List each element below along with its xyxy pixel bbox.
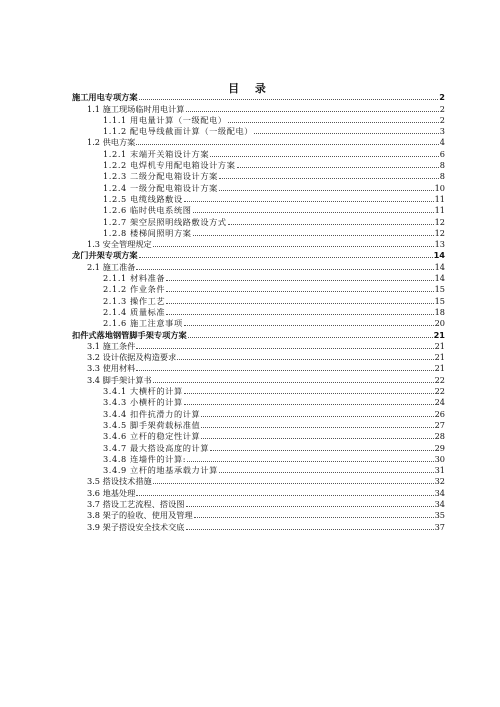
toc-entry-page: 12 bbox=[434, 227, 445, 238]
dot-leader bbox=[136, 143, 438, 145]
toc-entry-page: 11 bbox=[434, 205, 445, 216]
toc-entry-label: 3.8 架子的验收、使用及管理 bbox=[87, 510, 193, 521]
toc-entry-page: 34 bbox=[434, 487, 445, 498]
dot-leader bbox=[194, 516, 434, 518]
toc-entry[interactable] bbox=[72, 487, 445, 498]
toc-entry-label: 3.1 施工条件 bbox=[87, 340, 136, 351]
dot-leader bbox=[228, 121, 439, 123]
toc-entry[interactable] bbox=[72, 408, 445, 419]
dot-leader bbox=[184, 392, 434, 394]
dot-leader bbox=[184, 403, 434, 405]
toc-entry[interactable] bbox=[72, 228, 445, 239]
toc-entry[interactable] bbox=[72, 510, 445, 521]
toc-entry-page: 18 bbox=[434, 306, 445, 317]
toc-entry[interactable] bbox=[72, 431, 445, 442]
dot-leader bbox=[136, 347, 433, 349]
toc-entry[interactable] bbox=[72, 352, 445, 363]
toc-entry-page: 2 bbox=[439, 103, 445, 114]
toc-entry[interactable] bbox=[72, 205, 445, 216]
toc-entry[interactable] bbox=[72, 239, 445, 250]
toc-entry[interactable] bbox=[72, 341, 445, 352]
dot-leader bbox=[153, 381, 434, 383]
toc-entry-label: 1.2.3 二级分配电箱设计方案 bbox=[103, 171, 218, 182]
dot-leader bbox=[136, 494, 433, 496]
toc-entry-page: 22 bbox=[434, 374, 445, 385]
toc-entry-label: 1.2.8 楼梯间照明方案 bbox=[103, 227, 192, 238]
toc-entry-page: 14 bbox=[433, 250, 445, 261]
toc-entry[interactable] bbox=[72, 103, 445, 114]
toc-entry-label: 3.4.9 立杆的地基承载力计算 bbox=[103, 465, 218, 476]
toc-entry-page: 27 bbox=[434, 419, 445, 430]
toc-entry-label: 2.1.1 材料准备 bbox=[103, 273, 166, 284]
toc-entry-label: 1.2.1 末端开关箱设计方案 bbox=[103, 148, 210, 159]
toc-entry-label: 2.1.2 作业条件 bbox=[103, 284, 166, 295]
toc-entry-page: 21 bbox=[433, 329, 445, 340]
toc-entry-page: 37 bbox=[434, 521, 445, 532]
dot-leader bbox=[186, 528, 434, 530]
toc-entry-label: 1.2 供电方案 bbox=[87, 137, 136, 148]
toc-entry-page: 4 bbox=[439, 137, 445, 148]
toc-entry[interactable] bbox=[72, 454, 445, 465]
toc-entry-label: 施工用电专项方案 bbox=[72, 92, 138, 103]
toc-entry-page: 32 bbox=[434, 476, 445, 487]
toc-entry[interactable] bbox=[72, 273, 445, 284]
toc-entry[interactable] bbox=[72, 295, 445, 306]
toc-entry-page: 21 bbox=[434, 352, 445, 363]
toc-entry[interactable] bbox=[72, 284, 445, 295]
toc-entry[interactable] bbox=[72, 465, 445, 476]
toc-entry-label: 1.1.2 配电导线截面计算（一级配电） bbox=[103, 126, 254, 137]
toc-entry[interactable] bbox=[72, 160, 445, 171]
toc-entry-page: 3 bbox=[439, 126, 445, 137]
toc-entry-page: 6 bbox=[439, 148, 445, 159]
toc-entry-page: 28 bbox=[434, 431, 445, 442]
toc-entry-label: 1.2.7 架空层照明线路敷设方式 bbox=[103, 216, 227, 227]
toc-entry[interactable] bbox=[72, 499, 445, 510]
dot-leader bbox=[193, 211, 434, 213]
dot-leader bbox=[210, 155, 439, 157]
toc-entry[interactable] bbox=[72, 307, 445, 318]
toc-entry[interactable] bbox=[72, 521, 445, 532]
dot-leader bbox=[188, 336, 433, 338]
toc-entry[interactable] bbox=[72, 194, 445, 205]
toc-entry-label: 3.4.4 扣件抗滑力的计算 bbox=[103, 408, 201, 419]
toc-entry[interactable] bbox=[72, 126, 445, 137]
toc-entry[interactable] bbox=[72, 420, 445, 431]
toc-entry-page: 8 bbox=[439, 160, 445, 171]
toc-entry-label: 1.2.6 临时供电系统图 bbox=[103, 205, 192, 216]
toc-entry-page: 11 bbox=[434, 193, 445, 204]
dot-leader bbox=[166, 302, 433, 304]
dot-leader bbox=[177, 358, 433, 360]
dot-leader bbox=[237, 166, 439, 168]
toc-entry-page: 12 bbox=[434, 216, 445, 227]
dot-leader bbox=[219, 471, 434, 473]
dot-leader bbox=[184, 200, 434, 202]
toc-entry[interactable] bbox=[72, 442, 445, 453]
toc-entry-label: 1.2.5 电缆线路敷设 bbox=[103, 193, 183, 204]
toc-entry[interactable] bbox=[72, 374, 445, 385]
toc-entry-page: 24 bbox=[434, 397, 445, 408]
dot-leader bbox=[219, 189, 434, 191]
toc-entry-page: 14 bbox=[434, 273, 445, 284]
dot-leader bbox=[254, 132, 439, 134]
dot-leader bbox=[184, 324, 434, 326]
dot-leader bbox=[139, 256, 433, 258]
toc-entry-label: 3.7 搭设工艺流程、搭设图 bbox=[87, 498, 185, 509]
dot-leader bbox=[193, 234, 434, 236]
toc-entry[interactable] bbox=[72, 148, 445, 159]
dot-leader bbox=[136, 268, 433, 270]
toc-entry[interactable] bbox=[72, 397, 445, 408]
toc-entry-label: 1.2.2 电焊机专用配电箱设计方案 bbox=[103, 160, 236, 171]
dot-leader bbox=[228, 223, 434, 225]
dot-leader bbox=[219, 177, 439, 179]
toc-entry-page: 20 bbox=[434, 318, 445, 329]
dot-leader bbox=[186, 110, 439, 112]
dot-leader bbox=[166, 279, 433, 281]
toc-entry[interactable] bbox=[72, 115, 445, 126]
toc-entry-label: 3.4.1 大横杆的计算 bbox=[103, 386, 183, 397]
dot-leader bbox=[210, 449, 433, 451]
toc-entry-label: 龙门井架专项方案 bbox=[72, 250, 138, 261]
toc-entry-label: 1.2.4 一级分配电箱设计方案 bbox=[103, 182, 218, 193]
dot-leader bbox=[153, 245, 434, 247]
toc-entry-label: 扣件式落地钢管脚手架专项方案 bbox=[72, 329, 187, 340]
toc-entry-page: 21 bbox=[434, 363, 445, 374]
toc-entry[interactable] bbox=[72, 216, 445, 227]
dot-leader bbox=[139, 98, 439, 100]
toc-entry[interactable] bbox=[72, 261, 445, 272]
toc-entry-page: 30 bbox=[434, 453, 445, 464]
toc-entry-page: 35 bbox=[434, 510, 445, 521]
dot-leader bbox=[201, 426, 433, 428]
toc-entry-page: 31 bbox=[434, 465, 445, 476]
toc-entry-label: 1.1.1 用电量计算（一级配电） bbox=[103, 114, 227, 125]
toc-entry[interactable] bbox=[72, 250, 445, 261]
toc-entry-page: 10 bbox=[434, 182, 445, 193]
toc-title: 目 录 bbox=[228, 82, 272, 95]
table-of-contents bbox=[72, 92, 445, 533]
dot-leader bbox=[201, 415, 433, 417]
dot-leader bbox=[153, 482, 434, 484]
toc-entry[interactable] bbox=[72, 476, 445, 487]
dot-leader bbox=[136, 369, 433, 371]
dot-leader bbox=[166, 313, 433, 315]
toc-entry-label: 1.1 施工现场临时用电计算 bbox=[87, 103, 185, 114]
toc-entry[interactable] bbox=[72, 92, 445, 103]
toc-entry-page: 21 bbox=[434, 340, 445, 351]
toc-entry[interactable] bbox=[72, 318, 445, 329]
toc-entry-label: 3.4.3 小横杆的计算 bbox=[103, 397, 183, 408]
toc-entry-page: 15 bbox=[434, 284, 445, 295]
dot-leader bbox=[186, 505, 434, 507]
toc-entry-page: 13 bbox=[434, 239, 445, 250]
toc-entry-label: 3.4 脚手架计算书 bbox=[87, 374, 152, 385]
toc-entry-page: 8 bbox=[439, 171, 445, 182]
toc-entry-page: 34 bbox=[434, 498, 445, 509]
toc-entry-label: 3.9 架子搭设安全技术交底 bbox=[87, 521, 185, 532]
toc-entry-label: 3.4.6 立杆的稳定性计算 bbox=[103, 431, 201, 442]
toc-entry[interactable] bbox=[72, 363, 445, 374]
toc-entry-label: 3.4.7 最大搭设高度的计算 bbox=[103, 442, 210, 453]
toc-entry-label: 3.4.8 连墙件的计算: bbox=[103, 453, 187, 464]
toc-entry-page: 2 bbox=[439, 92, 445, 103]
toc-entry-page: 29 bbox=[434, 442, 445, 453]
toc-entry[interactable] bbox=[72, 137, 445, 148]
toc-entry[interactable] bbox=[72, 329, 445, 340]
toc-entry-label: 3.5 搭设技术措施 bbox=[87, 476, 152, 487]
toc-entry[interactable] bbox=[72, 386, 445, 397]
dot-leader bbox=[187, 460, 433, 462]
dot-leader bbox=[201, 437, 433, 439]
toc-entry-label: 3.6 地基处理 bbox=[87, 487, 136, 498]
toc-entry[interactable] bbox=[72, 171, 445, 182]
toc-entry-label: 2.1.6 施工注意事项 bbox=[103, 318, 183, 329]
toc-entry-label: 3.3 使用材料 bbox=[87, 363, 136, 374]
toc-entry-page: 14 bbox=[434, 261, 445, 272]
toc-entry-label: 2.1.3 操作工艺 bbox=[103, 295, 166, 306]
toc-entry-label: 3.4.5 脚手架荷载标准值 bbox=[103, 419, 201, 430]
toc-entry-label: 2.1 施工准备 bbox=[87, 261, 136, 272]
toc-entry-page: 22 bbox=[434, 386, 445, 397]
toc-entry-label: 2.1.4 质量标准 bbox=[103, 306, 166, 317]
dot-leader bbox=[166, 290, 433, 292]
toc-entry-page: 15 bbox=[434, 295, 445, 306]
toc-entry-label: 3.2 设计依据及构造要求 bbox=[87, 352, 177, 363]
toc-entry-page: 26 bbox=[434, 408, 445, 419]
toc-entry[interactable] bbox=[72, 182, 445, 193]
toc-entry-page: 2 bbox=[439, 114, 445, 125]
toc-entry-label: 1.3 安全管理规定 bbox=[87, 239, 152, 250]
